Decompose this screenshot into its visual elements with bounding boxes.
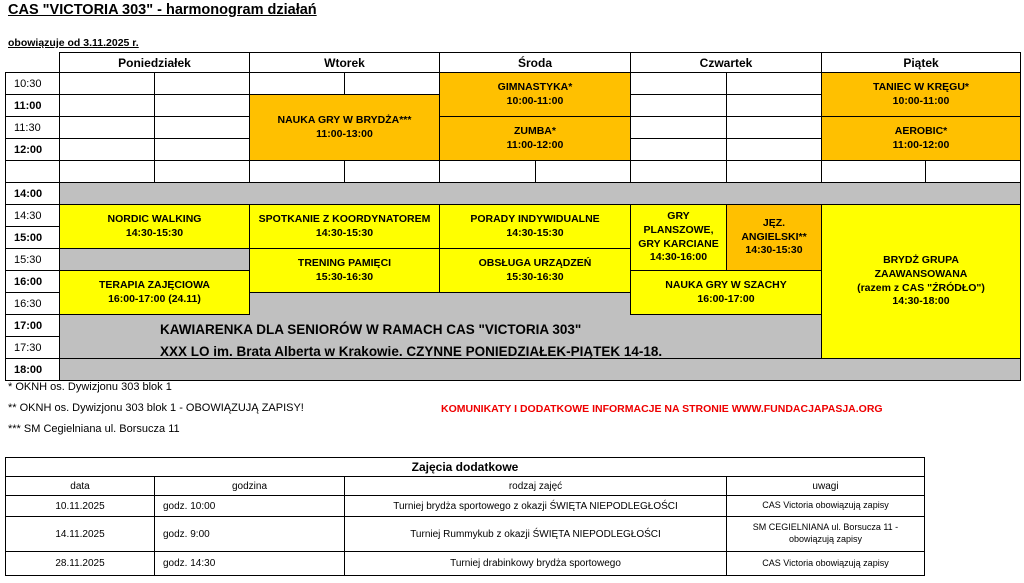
empty-cell — [59, 72, 155, 95]
activity-brydz-grupa-zaawansowana: BRYDŻ GRUPA ZAAWANSOWANA (razem z CAS "ŹRÓDŁO") 14:30-18:00 — [821, 204, 1021, 359]
empty-cell — [726, 72, 822, 95]
day-header-wednesday: Środa — [439, 52, 631, 73]
activity-nordic-walking: NORDIC WALKING 14:30-15:30 — [59, 204, 250, 249]
activity-aerobic: AEROBIC* 11:00-12:00 — [821, 116, 1021, 161]
activity-trening-pamieci: TRENING PAMIĘCI 15:30-16:30 — [249, 248, 440, 293]
time-1200: 12:00 — [5, 138, 60, 161]
row3-date: 28.11.2025 — [5, 551, 155, 576]
extra-title: Zajęcia dodatkowe — [5, 457, 925, 477]
time-1530: 15:30 — [5, 248, 60, 271]
time-empty — [5, 160, 60, 183]
activity-gimnastyka: GIMNASTYKA* 10:00-11:00 — [439, 72, 631, 117]
time-1130: 11:30 — [5, 116, 60, 139]
time-1730: 17:30 — [5, 336, 60, 359]
empty-cell — [726, 138, 822, 161]
row1-remarks: CAS Victoria obowiązują zapisy — [726, 495, 925, 517]
empty-cell — [154, 72, 250, 95]
day-header-thursday: Czwartek — [630, 52, 822, 73]
footnote-2: ** OKNH os. Dywizjonu 303 blok 1 - OBOWIĄZUJĄ ZAPISY! — [8, 402, 304, 414]
time-1800: 18:00 — [5, 358, 60, 381]
empty-cell — [344, 160, 440, 183]
time-1430: 14:30 — [5, 204, 60, 227]
empty-cell — [925, 160, 1021, 183]
empty-cell — [439, 160, 536, 183]
row2-date: 14.11.2025 — [5, 516, 155, 552]
row2-remarks: SM CEGIELNIANA ul. Borsucza 11 - obowiązują zapisy — [726, 516, 925, 552]
empty-cell — [154, 160, 250, 183]
row1-activity: Turniej brydża sportowego z okazji ŚWIĘTA NIEPODLEGŁOŚCI — [344, 495, 727, 517]
empty-cell — [630, 116, 727, 139]
row2-time: godz. 9:00 — [154, 516, 345, 552]
extra-activities-table — [0, 455, 1024, 580]
activity-porady-indywidualne: PORADY INDYWIDUALNE 14:30-15:30 — [439, 204, 631, 249]
time-1100: 11:00 — [5, 94, 60, 117]
empty-cell — [59, 116, 155, 139]
activity-taniec-w-kregu: TANIEC W KRĘGU* 10:00-11:00 — [821, 72, 1021, 117]
empty-cell — [344, 72, 440, 95]
kawiarenka-line-1: KAWIARENKA DLA SENIORÓW W RAMACH CAS "VICTORIA 303" — [160, 322, 582, 337]
activity-spotkanie-z-koordynatorem: SPOTKANIE Z KOORDYNATOREM 14:30-15:30 — [249, 204, 440, 249]
time-1600: 16:00 — [5, 270, 60, 293]
kawiarenka-line-2: XXX LO im. Brata Alberta w Krakowie. CZYNNE PONIEDZIAŁEK-PIĄTEK 14-18. — [160, 344, 663, 359]
empty-cell — [59, 138, 155, 161]
empty-cell — [154, 116, 250, 139]
row3-remarks: CAS Victoria obowiązują zapisy — [726, 551, 925, 576]
day-header-monday: Poniedziałek — [59, 52, 250, 73]
row3-activity: Turniej drabinkowy brydża sportowego — [344, 551, 727, 576]
empty-cell — [726, 160, 822, 183]
row1-time: godz. 10:00 — [154, 495, 345, 517]
time-1030: 10:30 — [5, 72, 60, 95]
day-header-friday: Piątek — [821, 52, 1021, 73]
time-1700: 17:00 — [5, 314, 60, 337]
gray-block-monday-1530 — [59, 248, 250, 271]
empty-cell — [249, 72, 345, 95]
row1-date: 10.11.2025 — [5, 495, 155, 517]
day-header-tuesday: Wtorek — [249, 52, 440, 73]
empty-cell — [59, 160, 155, 183]
row2-activity: Turniej Rummykub z okazji ŚWIĘTA NIEPODLEGŁOŚCI — [344, 516, 727, 552]
empty-cell — [630, 72, 727, 95]
time-1400: 14:00 — [5, 182, 60, 205]
header-activity: rodzaj zajęć — [344, 476, 727, 496]
activity-zumba: ZUMBA* 11:00-12:00 — [439, 116, 631, 161]
header-remarks: uwagi — [726, 476, 925, 496]
footnote-1: * OKNH os. Dywizjonu 303 blok 1 — [8, 381, 172, 393]
row3-time: godz. 14:30 — [154, 551, 345, 576]
activity-gry-planszowe: GRY PLANSZOWE, GRY KARCIANE 14:30-16:00 — [630, 204, 727, 271]
activity-obsluga-urzadzen: OBSŁUGA URZĄDZEŃ 15:30-16:30 — [439, 248, 631, 293]
empty-cell — [726, 94, 822, 117]
activity-nauka-gry-w-brydza: NAUKA GRY W BRYDŻA*** 11:00-13:00 — [249, 94, 440, 161]
website-notice: KOMUNIKATY I DODATKOWE INFORMACJE NA STRONIE WWW.FUNDACJAPASJA.ORG — [441, 403, 883, 415]
empty-cell — [249, 160, 345, 183]
empty-cell — [630, 160, 727, 183]
empty-cell — [726, 116, 822, 139]
empty-cell — [630, 138, 727, 161]
activity-terapia-zajeciowa: TERAPIA ZAJĘCIOWA 16:00-17:00 (24.11) — [59, 270, 250, 315]
activity-nauka-gry-w-szachy: NAUKA GRY W SZACHY 16:00-17:00 — [630, 270, 822, 315]
time-1630: 16:30 — [5, 292, 60, 315]
header-date: data — [5, 476, 155, 496]
valid-from: obowiązuje od 3.11.2025 r. — [8, 37, 139, 49]
empty-cell — [154, 94, 250, 117]
footnote-3: *** SM Cegielniana ul. Borsucza 11 — [8, 423, 180, 435]
activity-jezyk-angielski: JĘZ. ANGIELSKI** 14:30-15:30 — [726, 204, 822, 271]
page-title: CAS "VICTORIA 303" - harmonogram działań — [8, 2, 317, 18]
break-band-1400 — [59, 182, 1021, 205]
empty-cell — [59, 94, 155, 117]
time-1500: 15:00 — [5, 226, 60, 249]
empty-cell — [535, 160, 631, 183]
empty-cell — [154, 138, 250, 161]
empty-cell — [630, 94, 727, 117]
empty-cell — [821, 160, 926, 183]
header-time: godzina — [154, 476, 345, 496]
